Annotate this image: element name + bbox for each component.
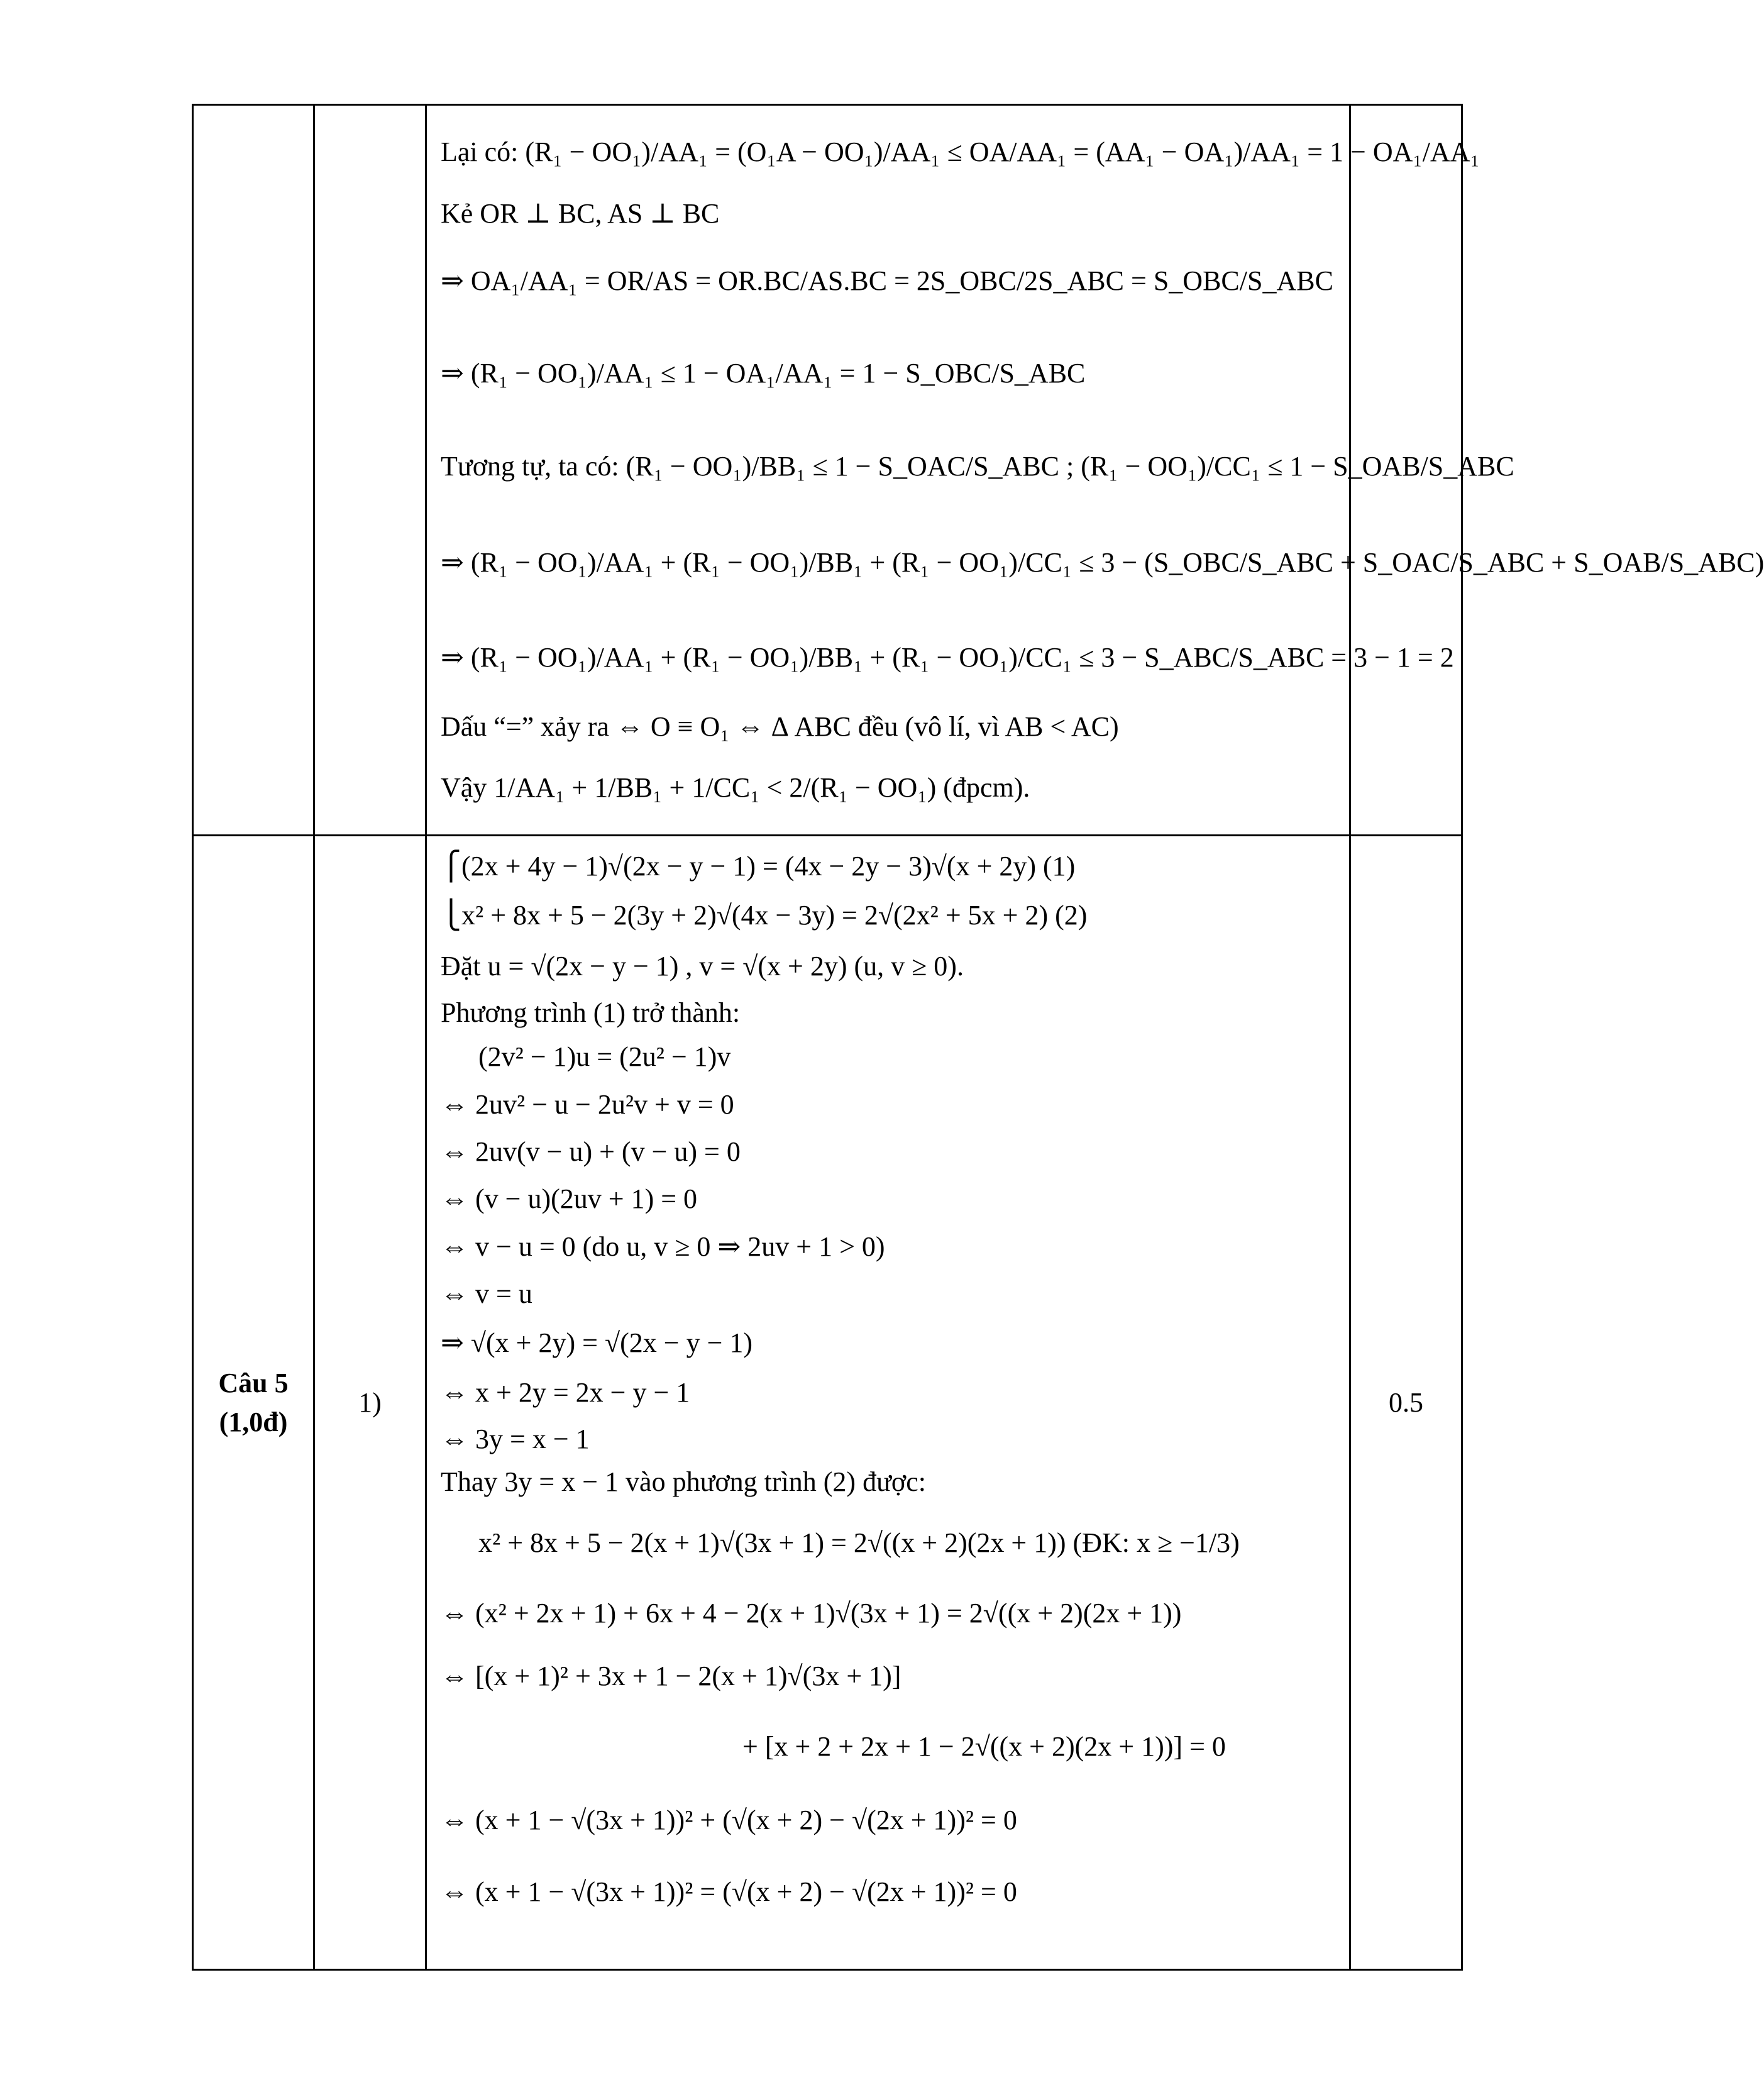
table-row xyxy=(193,105,1462,836)
solution-line: ⇔ 3y = x − 1 xyxy=(441,1423,590,1454)
question-label: Câu 5 xyxy=(218,1367,289,1398)
proof-line: Dấu “=” xảy ra ⇔ O ≡ O₁ ⇔ Δ ABC đều (vô lí, vì AB < AC) xyxy=(441,711,1119,742)
solution-line: ⇔ v = u xyxy=(441,1278,532,1309)
answer-table xyxy=(192,104,1764,1971)
solution-line: (2v² − 1)u = (2u² − 1)v xyxy=(478,1041,731,1072)
question-cell-empty xyxy=(193,105,314,836)
solution-line: Phương trình (1) trở thành: xyxy=(441,997,741,1028)
part-label: 1) xyxy=(358,1387,382,1418)
solution-line: ⎧(2x + 4y − 1)√(2x − y − 1) = (4x − 2y − 3)√(x + 2y) (1) xyxy=(441,850,1076,882)
solution-line: ⇔ 2uv(v − u) + (v − u) = 0 xyxy=(441,1136,741,1167)
solution-line: ⎩x² + 8x + 5 − 2(3y + 2)√(4x − 3y) = 2√(2x² + 5x + 2) (2) xyxy=(441,899,1088,931)
question-points: (1,0đ) xyxy=(219,1406,288,1437)
question-cell xyxy=(193,836,314,1970)
solution-line: ⇔ (x + 1 − √(3x + 1))² = (√(x + 2) − √(2x + 1))² = 0 xyxy=(441,1876,1017,1907)
score-value: 0.5 xyxy=(1389,1387,1423,1418)
solution-content xyxy=(426,836,1350,1970)
solution-line: Thay 3y = x − 1 vào phương trình (2) được: xyxy=(441,1466,926,1497)
solution-line: ⇔ (v − u)(2uv + 1) = 0 xyxy=(441,1183,698,1214)
solution-line: ⇔ v − u = 0 (do u, v ≥ 0 ⇒ 2uv + 1 > 0) xyxy=(441,1231,885,1262)
score-cell xyxy=(1350,836,1462,1970)
solution-line: ⇔ x + 2y = 2x − y − 1 xyxy=(441,1376,690,1408)
solution-line: ⇔ [(x + 1)² + 3x + 1 − 2(x + 1)√(3x + 1)] xyxy=(441,1660,901,1691)
proof-line: Kẻ OR ⊥ BC, AS ⊥ BC xyxy=(441,197,720,229)
proof-line: ⇒ OA₁/AA₁ = OR/AS = OR.BC/AS.BC = 2S_OBC/2S_ABC = S_OBC/S_ABC xyxy=(441,265,1333,296)
proof-content xyxy=(426,105,1764,836)
proof-line: Tương tự, ta có: (R₁ − OO₁)/BB₁ ≤ 1 − S_OAC/S_ABC ; (R₁ − OO₁)/CC₁ ≤ 1 − S_OAB/S_ABC xyxy=(441,450,1514,482)
part-cell-empty xyxy=(314,105,426,836)
proof-line: ⇒ (R₁ − OO₁)/AA₁ + (R₁ − OO₁)/BB₁ + (R₁ − OO₁)/CC₁ ≤ 3 − (S_OBC/S_ABC + S_OAC/S_ABC + S_OAB/S_ABC) xyxy=(441,546,1764,578)
solution-line: ⇒ √(x + 2y) = √(2x − y − 1) xyxy=(441,1327,753,1358)
proof-line: Vậy 1/AA₁ + 1/BB₁ + 1/CC₁ < 2/(R₁ − OO₁) (đpcm). xyxy=(441,772,1030,803)
proof-line: ⇒ (R₁ − OO₁)/AA₁ + (R₁ − OO₁)/BB₁ + (R₁ − OO₁)/CC₁ ≤ 3 − S_ABC/S_ABC = 3 − 1 = 2 xyxy=(441,641,1454,673)
solution-line: ⇔ (x² + 2x + 1) + 6x + 4 − 2(x + 1)√(3x + 1) = 2√((x + 2)(2x + 1)) xyxy=(441,1597,1182,1629)
solution-line: ⇔ 2uv² − u − 2u²v + v = 0 xyxy=(441,1088,734,1120)
solution-line: Đặt u = √(2x − y − 1) , v = √(x + 2y) (u, v ≥ 0). xyxy=(441,950,964,982)
solution-line: ⇔ (x + 1 − √(3x + 1))² + (√(x + 2) − √(2x + 1))² = 0 xyxy=(441,1804,1017,1835)
proof-line: ⇒ (R₁ − OO₁)/AA₁ ≤ 1 − OA₁/AA₁ = 1 − S_OBC/S_ABC xyxy=(441,357,1086,389)
solution-line: + [x + 2 + 2x + 1 − 2√((x + 2)(2x + 1))] = 0 xyxy=(742,1730,1226,1762)
solution-line: x² + 8x + 5 − 2(x + 1)√(3x + 1) = 2√((x + 2)(2x + 1)) (ĐK: x ≥ −1/3) xyxy=(478,1527,1240,1558)
proof-line: Lại có: (R₁ − OO₁)/AA₁ = (O₁A − OO₁)/AA₁ ≤ OA/AA₁ = (AA₁ − OA₁)/AA₁ = 1 − OA₁/AA₁ xyxy=(441,136,1480,167)
part-cell xyxy=(314,836,426,1970)
table-row xyxy=(193,836,1462,1970)
